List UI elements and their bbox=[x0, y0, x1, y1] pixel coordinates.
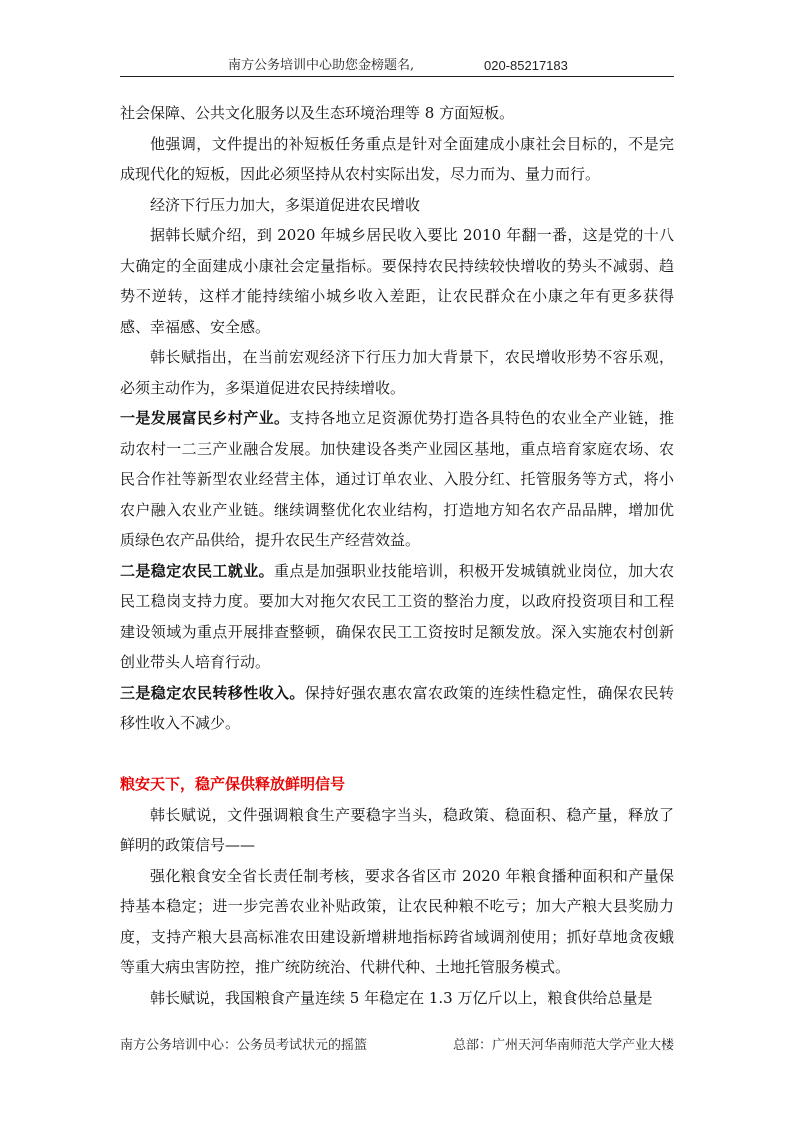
document-body bbox=[120, 98, 674, 1013]
paragraph-6 bbox=[120, 403, 674, 556]
page-header bbox=[120, 56, 674, 77]
point-two-heading: 二是稳定农民工就业。 bbox=[120, 561, 274, 580]
header-slogan: 南方公务培训中心助您金榜题名, bbox=[228, 58, 415, 73]
footer-address: 总部：广州天河华南师范大学产业大楼 bbox=[452, 1038, 674, 1053]
paragraph-5: 韩长赋指出，在当前宏观经济下行压力加大背景下，农民增收形势不容乐观，必须主动作为，多渠道促进农民持续增收。 bbox=[120, 348, 674, 397]
paragraph-8 bbox=[120, 678, 674, 739]
point-three-text: 保持好强农惠农富农政策的连续性稳定性，确保农民转移性收入不减少。 bbox=[120, 683, 674, 732]
paragraph-9: 韩长赋说，文件强调粮食生产要稳字当头，稳政策、稳面积、稳产量，释放了鲜明的政策信号—— bbox=[120, 805, 674, 854]
paragraph-2: 他强调，文件提出的补短板任务重点是针对全面建成小康社会目标的，不是完成现代化的短板，因此必须坚持从农村实际出发，尽力而为、量力而行。 bbox=[120, 134, 674, 183]
point-one-heading: 一是发展富民乡村产业。 bbox=[120, 409, 290, 427]
paragraph-10: 强化粮食安全省长责任制考核，要求各省区市 2020 年粮食播种面积和产量保持基本稳定；进一步完善农业补贴政策，让农民种粮不吃亏；加大产粮大县奖励力度，支持产粮大县高标准农田建设新增耕地指标跨省域调剂使用；抓好草地贪夜蛾等重大病虫害防控，推广统防统治、代耕代种、土地托管服务模式。 bbox=[120, 866, 674, 976]
blank-line bbox=[120, 739, 674, 770]
footer-slogan: 南方公务培训中心：公务员考试状元的摇篮 bbox=[120, 1038, 368, 1053]
section-subtitle: 经济下行压力加大，多渠道促进农民增收 bbox=[150, 195, 421, 214]
paragraph-11: 韩长赋说，我国粮食产量连续 5 年稳定在 1.3 万亿斤以上，粮食供给总量是 bbox=[150, 988, 653, 1007]
page-footer bbox=[120, 1036, 674, 1056]
paragraph-7 bbox=[120, 556, 674, 678]
paragraph-1: 社会保障、公共文化服务以及生态环境治理等 8 方面短板。 bbox=[120, 104, 515, 122]
header-phone: 020-85217183 bbox=[484, 58, 568, 73]
point-three-heading: 三是稳定农民转移性收入。 bbox=[120, 683, 305, 702]
paragraph-4: 据韩长赋介绍，到 2020 年城乡居民收入要比 2010 年翻一番，这是党的十八大确定的全面建成小康社会定量指标。要保持农民持续较快增收的势头不减弱、趋势不逆转，这样才能持续缩小城乡收入差距，让农民群众在小康之年有更多获得感、幸福感、安全感。 bbox=[120, 226, 674, 336]
point-two-text: 重点是加强职业技能培训，积极开发城镇就业岗位，加大农民工稳岗支持力度。要加大对拖欠农民工工资的整治力度，以政府投资项目和工程建设领域为重点开展排查整顿，确保农民工工资按时足额发放。深入实施农村创新创业带头人培育行动。 bbox=[120, 561, 674, 671]
point-one-text: 支持各地立足资源优势打造各具特色的农业全产业链，推动农村一二三产业融合发展。加快建设各类产业园区基地，重点培育家庭农场、农民合作社等新型农业经营主体，通过订单农业、入股分红、托管服务等方式，将小农户融入农业产业链。继续调整优化农业结构，打造地方知名农产品品牌，增加优质绿色农产品供给，提升农民生产经营效益。 bbox=[120, 409, 674, 549]
section-heading: 粮安天下，稳产保供释放鲜明信号 bbox=[120, 775, 346, 793]
